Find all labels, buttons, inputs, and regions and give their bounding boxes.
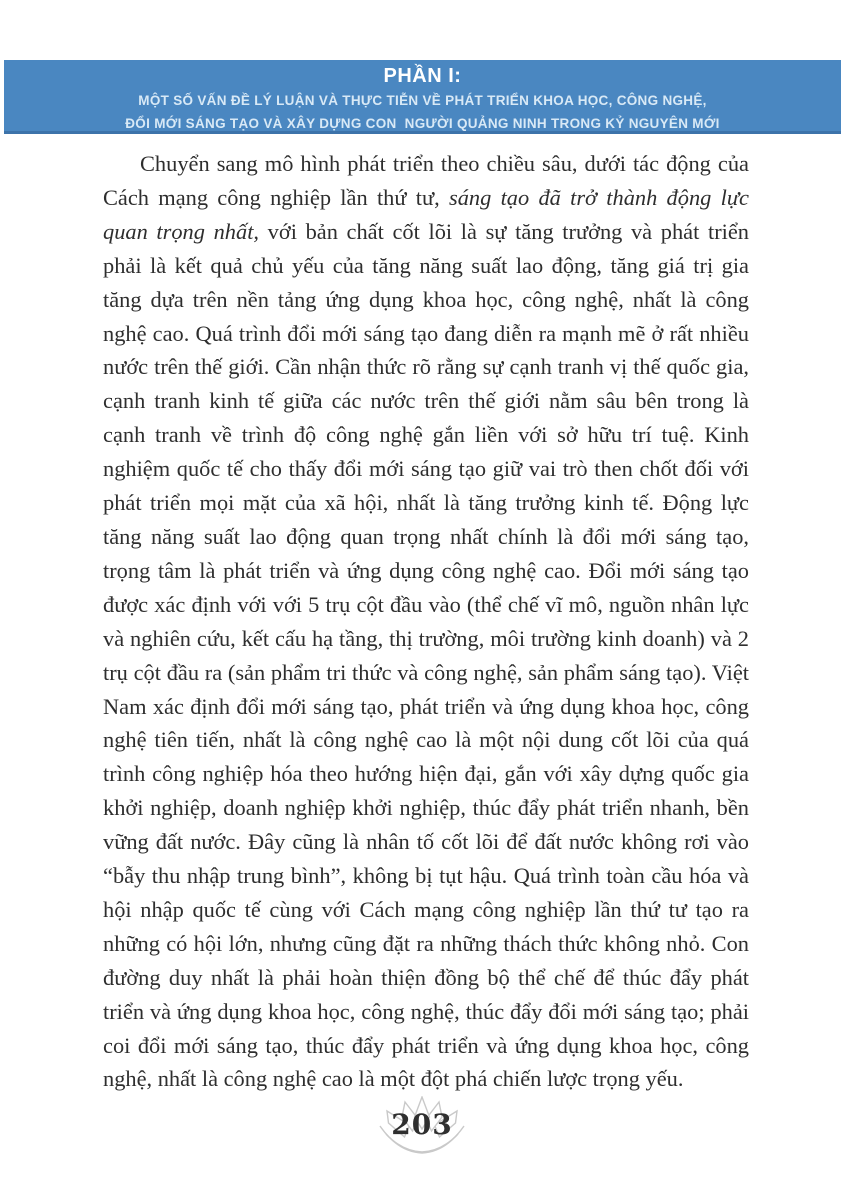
part-title: PHẦN I: — [383, 65, 462, 87]
page-number: 203 — [391, 1108, 453, 1141]
body-text-segment-1: Chuyển sang mô hình phát triển theo chiều sâu, dưới tác động của Cách mạng công nghiệp lần thứ tư, — [103, 151, 749, 210]
section-header-banner — [4, 60, 841, 134]
body-text-segment-2: với bản chất cốt lõi là sự tăng trưởng và phát triển phải là kết quả chủ yếu của tăng năng suất lao động, tăng giá trị gia tăng dựa trên nền tảng ứng dụng khoa học, công nghệ, nhất là công nghệ cao. Quá trình đổi mới sáng tạo đang diễn ra mạnh mẽ ở rất nhiều nước trên thế giới. Cần nhận thức rõ rằng sự cạnh tranh vị thế quốc gia, cạnh tranh kinh tế giữa các nước trên thế giới nằm sâu bên trong là cạnh tranh về trình độ công nghệ gắn liền với sở hữu trí tuệ. Kinh nghiệm quốc tế cho thấy đổi mới sáng tạo giữ vai trò then chốt đối với phát triển mọi mặt của xã hội, nhất là tăng trưởng kinh tế. Động lực tăng năng suất lao động quan trọng nhất chính là đổi mới sáng tạo, trọng tâm là phát triển và ứng dụng công nghệ cao. Đổi mới sáng tạo được xác định với với 5 trụ cột đầu vào (thể chế vĩ mô, nguồn nhân lực và nghiên cứu, kết cấu hạ tầng, thị trường, môi trường kinh doanh) và 2 trụ cột đầu ra (sản phẩm tri thức và công nghệ, sản phẩm sáng tạo). Việt Nam xác định đổi mới sáng tạo, phát triển và ứng dụng khoa học, công nghệ tiên tiến, nhất là công nghệ cao là một nội dung cốt lõi của quá trình công nghiệp hóa theo hướng hiện đại, gắn với xây dựng quốc gia khởi nghiệp, doanh nghiệp khởi nghiệp, thúc đẩy phát triển nhanh, bền vững đất nước. Đây cũng là nhân tố cốt lõi để đất nước không rơi vào “bẫy thu nhập trung bình”, không bị tụt hậu. Quá trình toàn cầu hóa và hội nhập quốc tế cùng với Cách mạng công nghiệp lần thứ tư tạo ra những có hội lớn, nhưng cũng đặt ra những thách thức không nhỏ. Con đường duy nhất là phải hoàn thiện đồng bộ thể chế để thúc đẩy phát triển và ứng dụng khoa học, công nghệ, thúc đẩy đổi mới sáng tạo; phải coi đổi mới sáng tạo, thúc đẩy phát triển và ứng dụng khoa học, công nghệ, nhất là công nghệ cao là một đột phá chiến lược trọng yếu. — [103, 218, 750, 1092]
page-footer-ornament — [371, 1096, 473, 1158]
body-paragraph — [103, 147, 749, 1096]
part-subtitle-line-1: MỘT SỐ VẤN ĐỀ LÝ LUẬN VÀ THỰC TIỄN VỀ PHÁT TRIỂN KHOA HỌC, CÔNG NGHỆ, — [138, 93, 707, 108]
body-text-italic-segment: sáng tạo đã trở thành động lực quan trọng nhất, — [103, 184, 749, 244]
part-subtitle-line-2: ĐỔI MỚI SÁNG TẠO VÀ XÂY DỰNG CON NGƯỜI QUẢNG NINH TRONG KỶ NGUYÊN MỚI — [125, 116, 720, 131]
